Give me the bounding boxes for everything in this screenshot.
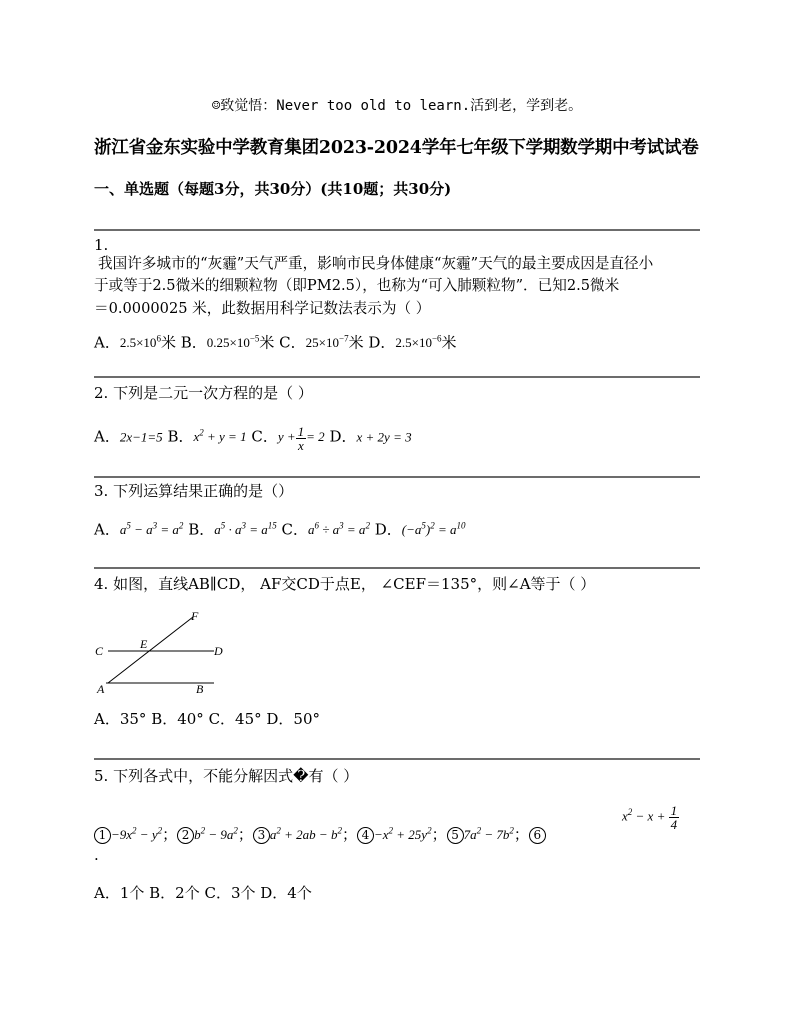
label-E: E (140, 637, 148, 651)
q1-opt-d: $2.5\times 10^{-6}$ (395, 334, 442, 351)
divider (94, 376, 700, 378)
label-F: F (191, 609, 199, 623)
divider (94, 229, 700, 231)
q1-opt-c: $25\times 10^{-7}$ (305, 334, 349, 351)
q1-line1: 我国许多城市的“灰霾”天气严重，影响市民身体健康“灰霾”天气的最主要成因是直径小 (98, 255, 654, 272)
label-D: D (214, 644, 223, 658)
divider (94, 476, 700, 478)
q2-stem: 2. 下列是二元一次方程的是（ ） (94, 384, 313, 402)
q5-expr-3: $a^2 + 2ab - b^2$ (269, 826, 342, 843)
q5-expr-6: $x^2 - x$ + $\frac{1}{4}$ (622, 803, 678, 832)
q1-opt-a: $2.5\times 10^6$ (119, 334, 161, 351)
q1-line2: 于或等于2.5微米的细颗粒物（即PM2.5），也称为“可入肺颗粒物”．已知2.5微米 (94, 277, 620, 294)
q5-expr-1: $-9x^2 - y^2$ (111, 826, 163, 843)
page-title: 浙江省金东实验中学教育集团2023-2024学年七年级下学期数学期中考试试卷 (94, 138, 699, 158)
circled-4: 4 (357, 827, 374, 844)
q4-options: A．35° B．40° C．45° D．50° (94, 710, 321, 728)
q2-opt-c: y + $\frac{1}{x}$ = 2 (277, 423, 325, 453)
q2-options: A．2x−1=5 B．$x^2 + y = 1$ C．y + $\frac{1}{x}$ = 2 D．x + 2y = 3 (94, 423, 412, 453)
q3-stem: 3. 下列运算结果正确的是（） (94, 482, 294, 500)
q1-number: 1. (94, 236, 109, 254)
divider (94, 758, 700, 760)
q2-opt-b: $x^2 + y = 1$ (193, 428, 247, 445)
q3-opt-c: $a^6 \div a^3 = a^2$ (308, 521, 370, 538)
label-A: A (97, 682, 105, 696)
circled-3: 3 (253, 827, 270, 844)
q5-expressions: $1 -9x^2 - y^2$； 2 $b^2 - 9a^2$； 3 $a^2 + 2ab - b^2$； $4 -x^2 + 25y^2$； 5 $7a^2 - 7b^2$； 6 (94, 822, 546, 844)
q1-opt-c-label: 米 C． (259, 333, 306, 352)
q1-opt-d-label: 米 D． (348, 333, 396, 352)
q5-end-dot: . (94, 846, 99, 864)
section-heading: 一、单选题（每题3分，共30分）(共10题；共30分) (94, 180, 452, 198)
circled-5: 5 (447, 827, 464, 844)
geometry-figure (90, 605, 240, 700)
motto: ☺致觉悟：Never too old to learn.活到老，学到老。 (211, 98, 583, 114)
circled-6: 6 (529, 827, 546, 844)
q2-opt-d: x + 2y = 3 (356, 429, 412, 445)
q5-expr-4: $-x^2 + 25y^2$ (373, 826, 432, 843)
q5-expr-2: $b^2 - 9a^2$ (194, 826, 238, 843)
q4-stem: 4. 如图，直线AB∥CD， AF交CD于点E， ∠CEF＝135°，则∠A等于（ ） (94, 575, 596, 593)
q3-options: A．$a^5 - a^3 = a^2$ B．$a^5 \cdot a^3 = a^{15}$ C．$a^6 \div a^3 = a^2$ D．$(-a^5)^2 = a^{10}$ (94, 520, 466, 539)
q1-opt-b-label: 米 B． (160, 333, 207, 352)
q3-opt-b: $a^5 \cdot a^3 = a^{15}$ (214, 521, 277, 538)
q1-opt-b: $0.25\times 10^{-5}$ (206, 334, 260, 351)
label-B: B (196, 682, 204, 696)
q1-options: A．$2.5\times 10^6$米 B．$0.25\times 10^{-5}$米 C．$25\times 10^{-7}$米 D．$2.5\times 10^{-6}$米 (94, 333, 457, 352)
q5-expr-5: $7a^2 - 7b^2$ (463, 826, 514, 843)
divider (94, 567, 700, 569)
q1-opt-a-label: A． (94, 333, 120, 352)
q3-opt-d: $(-a^5)^2 = a^{10}$ (401, 521, 466, 538)
q1-line3: ＝0.0000025 米，此数据用科学记数法表示为（ ） (94, 300, 431, 317)
q2-opt-a: 2x−1=5 (119, 429, 163, 445)
circled-1: 1 (94, 827, 111, 844)
q5-stem: 5. 下列各式中，不能分解因式�有（ ） (94, 767, 359, 785)
q3-opt-a: $a^5 - a^3 = a^2$ (119, 521, 184, 538)
q5-options: A．1个 B．2个 C．3个 D．4个 (94, 884, 312, 902)
label-C: C (95, 644, 104, 658)
circled-2: 2 (177, 827, 194, 844)
